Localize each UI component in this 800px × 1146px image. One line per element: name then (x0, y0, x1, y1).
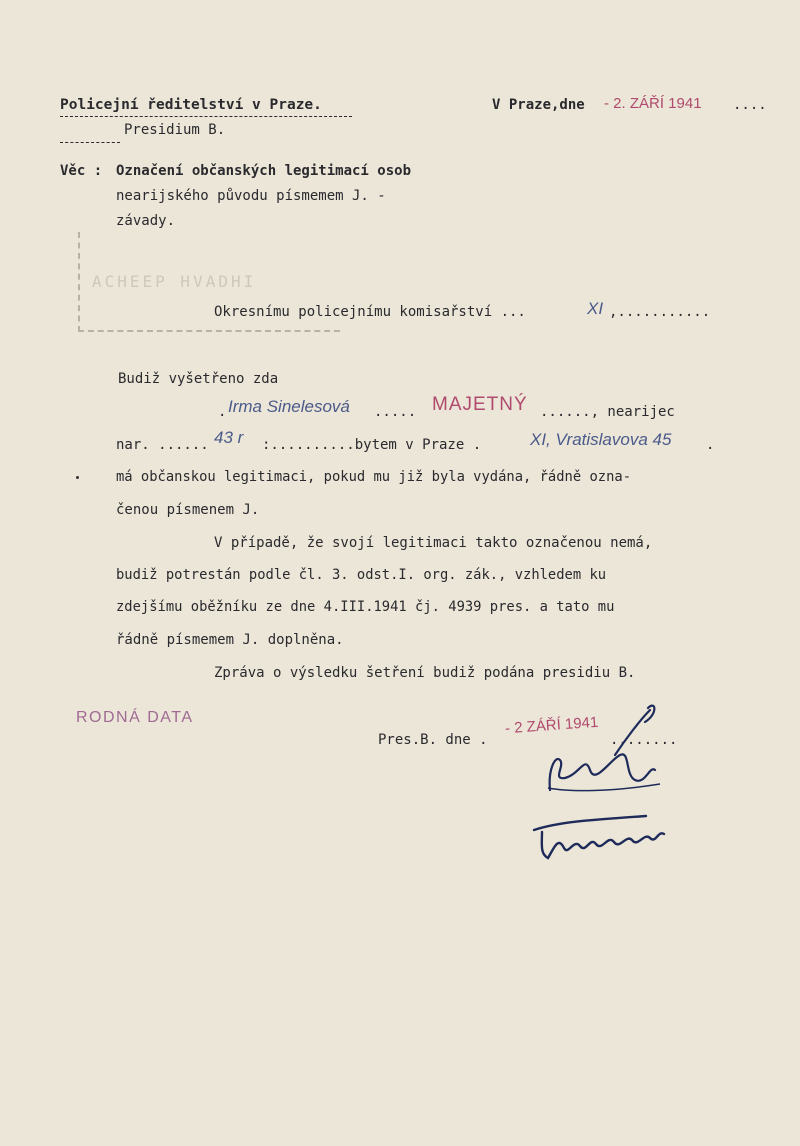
faded-stamp-text: ACHEEP HVADHI (92, 272, 257, 291)
body-line-6: V případě, že svojí legitimaci takto označenou nemá, (214, 535, 653, 551)
name-dots: ..... (374, 404, 417, 420)
place-date-label: V Praze,dne (492, 97, 585, 113)
pres-dots: ........ (610, 732, 678, 748)
signature-full (528, 808, 678, 868)
subject-line-3: závady. (116, 213, 176, 229)
born-label: nar. ...... (116, 437, 209, 453)
body-line-10: Zpráva o výsledku šetření budiž podána presidiu B. (214, 665, 636, 681)
department-underline (60, 142, 120, 143)
authority-heading: Policejní ředitelství v Praze. (60, 97, 322, 113)
born-dots: :..........bytem v Praze . (262, 437, 482, 453)
subject-line-1: Označení občanských legitimací osob (116, 163, 412, 179)
body-line-4: má občanskou legitimaci, pokud mu již byla vydána, řádně ozna- (116, 469, 631, 485)
date-stamp: - 2. ZÁŘÍ 1941 (604, 95, 702, 112)
body-line-5: čenou písmenem J. (116, 502, 260, 518)
body-intro: Budiž vyšetřeno zda (118, 371, 279, 387)
recipient-district: XI (587, 299, 604, 318)
date-dots: .... (733, 97, 767, 113)
margin-dot (76, 476, 79, 479)
address-suffix: . (706, 437, 715, 453)
address-handwritten: XI, Vratislavova 45 (530, 430, 672, 449)
authority-underline (60, 116, 352, 117)
surname-stamp: MAJETNÝ (432, 394, 528, 415)
name-suffix: ......, nearijec (540, 404, 675, 420)
subject-label: Věc : (60, 163, 103, 179)
name-handwritten: Irma Sinelesová (228, 397, 350, 416)
body-line-8: zdejšímu oběžníku ze dne 4.III.1941 čj. 4939 pres. a tato mu (116, 599, 615, 615)
pres-date-stamp: - 2 ZÁŘÍ 1941 (504, 713, 599, 738)
recipient-suffix: ,........... (609, 304, 711, 320)
body-line-9: řádně písmemem J. doplněna. (116, 632, 344, 648)
signature-initial (530, 700, 690, 800)
pres-label: Pres.B. dne . (378, 732, 488, 748)
recipient-prefix: Okresnímu policejnímu komisařství ... (214, 304, 526, 320)
name-prefix: . (218, 404, 227, 420)
department-heading: Presidium B. (124, 122, 226, 138)
body-line-7: budiž potrestán podle čl. 3. odst.I. org. zák., vzhledem ku (116, 567, 607, 583)
age-handwritten: 43 r (214, 428, 244, 447)
rodna-data-stamp: RODNÁ DATA (76, 709, 194, 726)
subject-line-2: nearijského původu písmemem J. - (116, 188, 386, 204)
